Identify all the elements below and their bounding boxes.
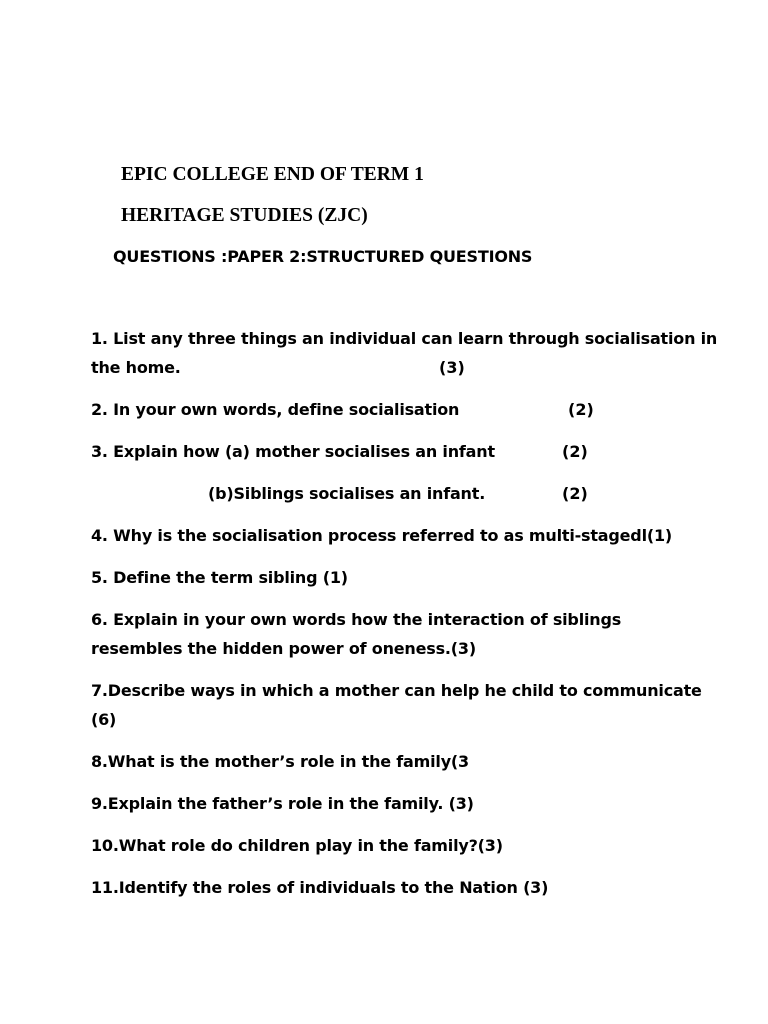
question-7-line-2: (6) (91, 710, 117, 729)
question-2: 2. In your own words, define socialisation (91, 400, 460, 419)
question-4: 4. Why is the socialisation process referred to as multi-stagedl(1) (91, 526, 673, 545)
subject-title: HERITAGE STUDIES (ZJC) (121, 205, 368, 226)
question-1-line-2: the home. (91, 358, 181, 377)
question-11: 11.Identify the roles of individuals to the Nation (3) (91, 878, 549, 897)
question-2-marks: (2) (568, 400, 594, 419)
question-3b: (b)Siblings socialises an infant. (208, 484, 486, 503)
question-6-line-2: resembles the hidden power of oneness.(3) (91, 639, 476, 658)
question-7-line-1: 7.Describe ways in which a mother can help he child to communicate (91, 681, 702, 700)
question-9: 9.Explain the father’s role in the family. (3) (91, 794, 474, 813)
question-1-line-1: 1. List any three things an individual can learn through socialisation in (91, 329, 718, 348)
question-1-marks: (3) (439, 358, 465, 377)
question-10: 10.What role do children play in the family?(3) (91, 836, 503, 855)
question-3b-marks: (2) (562, 484, 588, 503)
question-3a-marks: (2) (562, 442, 588, 461)
question-8: 8.What is the mother’s role in the family(3 (91, 752, 469, 771)
exam-title: EPIC COLLEGE END OF TERM 1 (121, 164, 424, 185)
paper-title: QUESTIONS :PAPER 2:STRUCTURED QUESTIONS (113, 247, 533, 266)
question-3a: 3. Explain how (a) mother socialises an infant (91, 442, 495, 461)
question-6-line-1: 6. Explain in your own words how the interaction of siblings (91, 610, 622, 629)
question-5: 5. Define the term sibling (1) (91, 568, 348, 587)
